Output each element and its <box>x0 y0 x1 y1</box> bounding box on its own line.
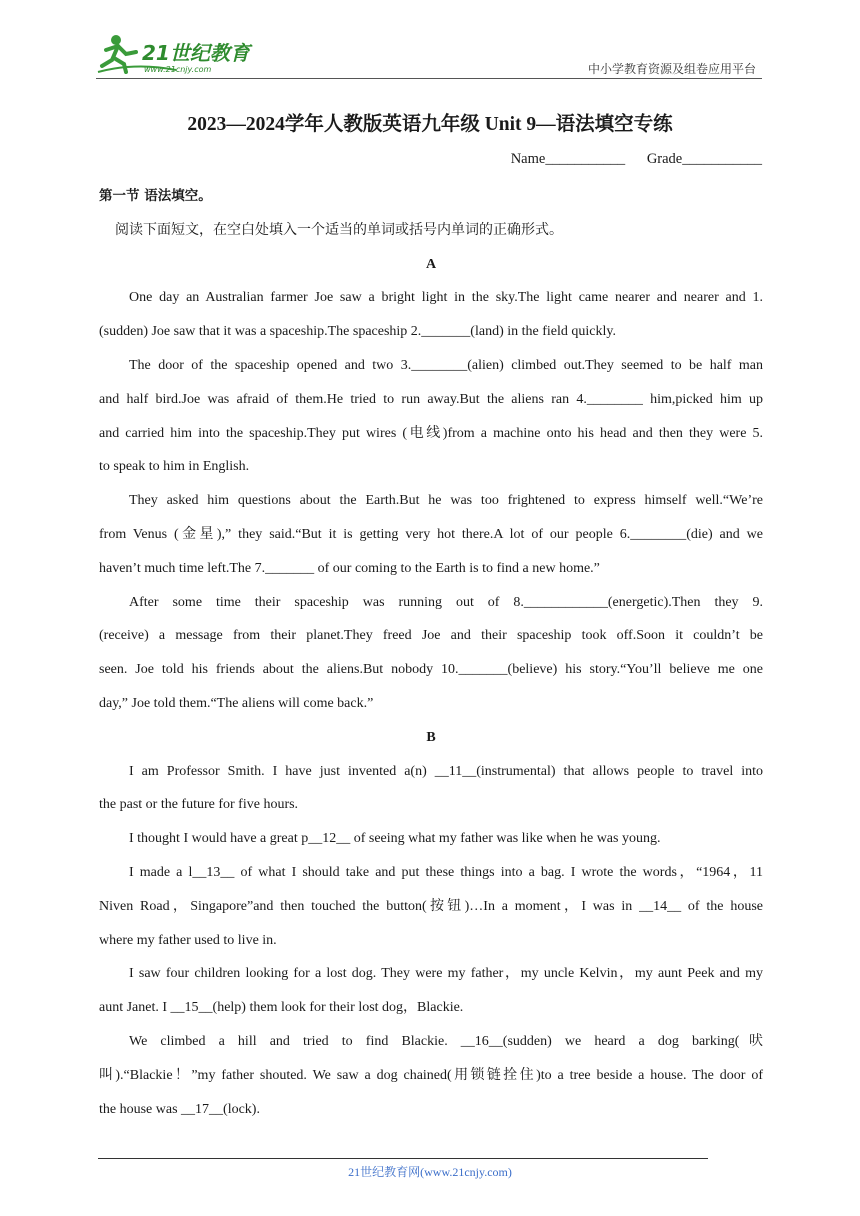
exercise-body <box>99 180 763 1126</box>
text-line: A <box>425 256 437 272</box>
name-grade-line: Name___________ Grade___________ <box>510 151 762 167</box>
text-line: the house was __17__(lock). <box>99 1101 260 1117</box>
header-divider <box>96 78 762 79</box>
text-line: One day an Australian farmer Joe saw a bright light in the sky.The light came nearer and nearer and 1. <box>129 290 763 306</box>
text-line: Niven Road，Singapore”and then touched the button(按钮)…In a moment，I was in __14__ of the house <box>99 898 763 914</box>
footer-divider <box>98 1158 708 1159</box>
text-line: (sudden) Joe saw that it was a spaceship.The spaceship 2._______(land) in the field quickly. <box>99 324 616 340</box>
site-logo <box>96 32 266 76</box>
text-line: I saw four children looking for a lost dog. They were my father，my uncle Kelvin，my aunt Peek and my <box>129 966 763 982</box>
text-line: I made a l__13__ of what I should take and put these things into a bag. I wrote the words，“1964，11 <box>129 864 763 880</box>
text-line: haven’t much time left.The 7._______ of our coming to the Earth is to find a new home.” <box>99 560 600 576</box>
page-header <box>96 30 762 78</box>
footer-link[interactable]: 21世纪教育网(www.21cnjy.com) <box>348 1165 512 1179</box>
text-line: and half bird.Joe was afraid of them.He tried to run away.But the aliens ran 4.________ him,picked him up <box>99 391 763 407</box>
text-line: the past or the future for five hours. <box>99 797 299 813</box>
svg-text:www.21cnjy.com: www.21cnjy.com <box>144 65 212 74</box>
svg-text:21世纪教育: 21世纪教育 <box>142 41 250 65</box>
text-line: and carried him into the spaceship.They put wires (电线)from a machine onto his head and then they were 5. <box>99 425 763 441</box>
platform-label: 中小学教育资源及组卷应用平台 <box>587 62 756 76</box>
text-line: We climbed a hill and tried to find Blackie. __16__(sudden) we heard a dog barking(吠 <box>129 1033 763 1049</box>
text-line: B <box>426 729 436 745</box>
text-line: The door of the spaceship opened and two 3.________(alien) climbed out.They seemed to be half man <box>129 357 763 373</box>
page-title: 2023—2024学年人教版英语九年级 Unit 9—语法填空专练 <box>187 114 673 135</box>
text-line: to speak to him in English. <box>99 459 250 475</box>
text-line: I am Professor Smith. I have just invented a(n) __11__(instrumental) that allows people to travel into <box>129 763 763 779</box>
text-line: They asked him questions about the Earth.But he was too frightened to express himself well.“We’re <box>129 493 763 509</box>
text-line: 第一节 语法填空。 <box>99 188 212 204</box>
text-line: (receive) a message from their planet.They freed Joe and their spaceship took off.Soon it couldn’t be <box>99 628 763 644</box>
text-line: day,” Joe told them.“The aliens will come back.” <box>99 695 374 711</box>
text-line: After some time their spaceship was running out of 8.____________(energetic).Then they 9. <box>129 594 763 610</box>
text-line: where my father used to live in. <box>99 932 277 948</box>
text-line: from Venus (金星),” they said.“But it is getting very hot there.A lot of our people 6.________(die) and we <box>99 526 763 542</box>
text-line: 叫).“Blackie！”my father shouted. We saw a dog chained(用锁链拴住)to a tree beside a house. The door of <box>99 1067 763 1083</box>
text-line: aunt Janet. I __15__(help) them look for their lost dog，Blackie. <box>99 1000 464 1016</box>
text-line: seen. Joe told his friends about the aliens.But nobody 10._______(believe) his story.“You’ll believe me one <box>99 662 763 678</box>
text-line: I thought I would have a great p__12__ of seeing what my father was like when he was young. <box>129 831 661 847</box>
text-line: 阅读下面短文，在空白处填入一个适当的单词或括号内单词的正确形式。 <box>115 222 563 238</box>
